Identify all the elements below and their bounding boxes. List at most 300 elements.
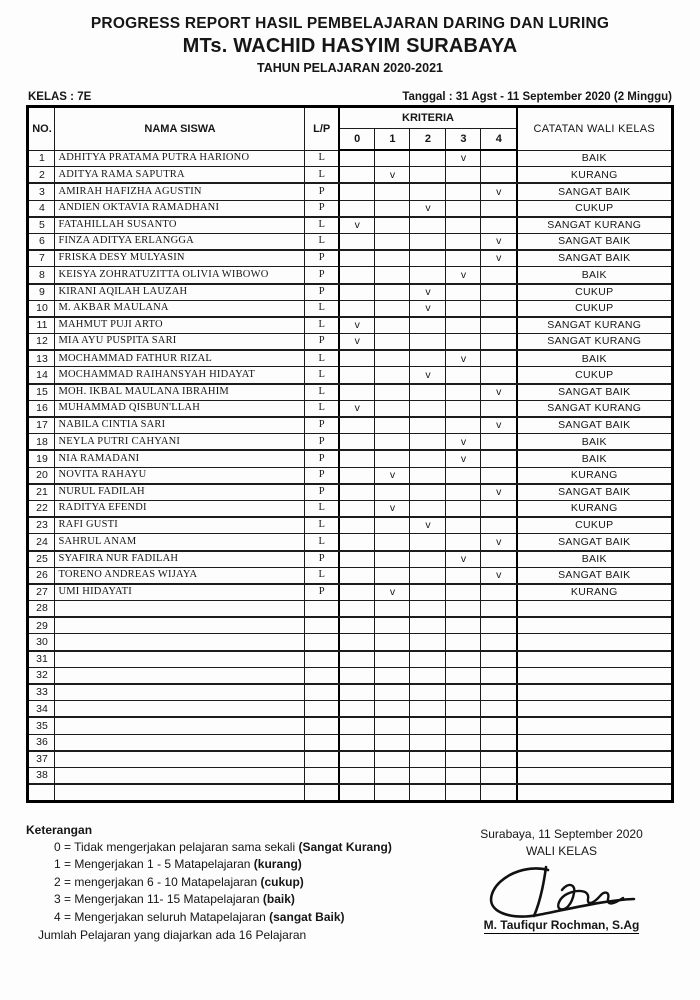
catatan-value: BAIK (517, 450, 672, 467)
kriteria-cell-0 (339, 567, 375, 584)
kriteria-cell-0 (339, 150, 375, 167)
kriteria-cell-4 (481, 767, 517, 784)
kriteria-cell-1 (375, 517, 410, 534)
table-row (28, 200, 672, 217)
gender-value: L (305, 300, 339, 317)
kriteria-cell-1 (375, 217, 410, 234)
kriteria-cell-4 (481, 317, 517, 334)
catatan-value: SANGAT BAIK (517, 250, 672, 267)
row-number: 4 (28, 200, 55, 217)
row-number: 27 (28, 584, 55, 601)
kriteria-cell-4: v (481, 250, 517, 267)
student-name: SAHRUL ANAM (55, 534, 305, 551)
gender-value (305, 784, 339, 802)
kriteria-cell-4 (481, 717, 517, 734)
student-name: ANDIEN OKTAVIA RAMADHANI (55, 200, 305, 217)
catatan-value: SANGAT BAIK (517, 417, 672, 434)
kriteria-cell-0 (339, 551, 375, 568)
kriteria-cell-1 (375, 601, 410, 618)
catatan-value (517, 617, 672, 634)
catatan-value: BAIK (517, 150, 672, 167)
kriteria-cell-0 (339, 517, 375, 534)
kriteria-cell-1 (375, 767, 410, 784)
kriteria-cell-3 (446, 484, 481, 501)
catatan-value (517, 784, 672, 802)
student-name: RADITYA EFENDI (55, 500, 305, 517)
student-name: KEISYA ZOHRATUZITTA OLIVIA WIBOWO (55, 267, 305, 284)
kriteria-cell-3 (446, 200, 481, 217)
kriteria-cell-1 (375, 350, 410, 367)
catatan-value (517, 751, 672, 768)
kriteria-cell-1 (375, 400, 410, 417)
kriteria-cell-2 (410, 617, 446, 634)
document-footer (26, 823, 674, 942)
gender-value: L (305, 233, 339, 250)
kriteria-cell-0 (339, 300, 375, 317)
kriteria-cell-0 (339, 617, 375, 634)
kriteria-cell-3 (446, 250, 481, 267)
keterangan-item-3: 3 = Mengerjakan 11- 15 Matapelajaran (baik) (54, 892, 295, 907)
row-number: 36 (28, 734, 55, 751)
table-row (28, 701, 672, 718)
row-number: 19 (28, 450, 55, 467)
kriteria-cell-0 (339, 267, 375, 284)
student-name: AMIRAH HAFIZHA AGUSTIN (55, 183, 305, 200)
kriteria-cell-1: v (375, 584, 410, 601)
gender-value (305, 634, 339, 651)
table-row (28, 517, 672, 534)
kriteria-cell-2 (410, 384, 446, 401)
kriteria-cell-3 (446, 534, 481, 551)
kriteria-cell-4 (481, 751, 517, 768)
kriteria-cell-2 (410, 667, 446, 684)
kriteria-cell-2 (410, 350, 446, 367)
kriteria-cell-4 (481, 500, 517, 517)
kriteria-cell-0 (339, 350, 375, 367)
row-number (28, 784, 55, 802)
kriteria-level-0: 0 (339, 129, 375, 151)
table-row (28, 217, 672, 234)
kriteria-cell-1 (375, 183, 410, 200)
kriteria-cell-4 (481, 400, 517, 417)
row-number: 29 (28, 617, 55, 634)
table-row (28, 500, 672, 517)
student-name: FINZA ADITYA ERLANGGA (55, 233, 305, 250)
kriteria-cell-1: v (375, 500, 410, 517)
col-header-no: NO. (28, 107, 55, 151)
kriteria-cell-4 (481, 350, 517, 367)
kriteria-cell-2 (410, 567, 446, 584)
row-number: 24 (28, 534, 55, 551)
student-name: NEYLA PUTRI CAHYANI (55, 434, 305, 451)
kriteria-cell-0 (339, 634, 375, 651)
kriteria-cell-4 (481, 334, 517, 351)
kriteria-cell-2: v (410, 367, 446, 384)
kriteria-cell-0 (339, 667, 375, 684)
catatan-value (517, 717, 672, 734)
kriteria-cell-3 (446, 651, 481, 668)
row-number: 38 (28, 767, 55, 784)
gender-value: P (305, 284, 339, 301)
row-number: 10 (28, 300, 55, 317)
row-number: 31 (28, 651, 55, 668)
catatan-value: SANGAT BAIK (517, 233, 672, 250)
kriteria-cell-2 (410, 717, 446, 734)
kriteria-cell-0 (339, 701, 375, 718)
kriteria-cell-3 (446, 500, 481, 517)
kriteria-cell-0 (339, 584, 375, 601)
kriteria-cell-4 (481, 267, 517, 284)
kriteria-cell-0 (339, 183, 375, 200)
kriteria-cell-0 (339, 450, 375, 467)
kriteria-cell-3 (446, 617, 481, 634)
kriteria-cell-0 (339, 484, 375, 501)
kriteria-cell-3 (446, 183, 481, 200)
catatan-value: BAIK (517, 350, 672, 367)
gender-value: P (305, 417, 339, 434)
table-row (28, 651, 672, 668)
student-name: KIRANI AQILAH LAUZAH (55, 284, 305, 301)
keterangan-items (26, 840, 392, 925)
kriteria-cell-1 (375, 684, 410, 701)
kriteria-cell-2: v (410, 284, 446, 301)
kriteria-cell-3 (446, 217, 481, 234)
kriteria-cell-1 (375, 384, 410, 401)
kriteria-cell-3 (446, 717, 481, 734)
kriteria-cell-0 (339, 467, 375, 484)
kriteria-cell-3 (446, 751, 481, 768)
row-number: 13 (28, 350, 55, 367)
catatan-value: BAIK (517, 551, 672, 568)
keterangan-item-2: 2 = mengerjakan 6 - 10 Matapelajaran (cukup) (54, 874, 304, 889)
table-row (28, 384, 672, 401)
gender-value: L (305, 150, 339, 167)
catatan-value (517, 684, 672, 701)
kriteria-cell-4: v (481, 484, 517, 501)
kriteria-cell-0 (339, 651, 375, 668)
gender-value: P (305, 584, 339, 601)
gender-value: P (305, 450, 339, 467)
row-number: 34 (28, 701, 55, 718)
kriteria-cell-2 (410, 267, 446, 284)
row-number: 16 (28, 400, 55, 417)
gender-value: P (305, 183, 339, 200)
gender-value: P (305, 267, 339, 284)
row-number: 22 (28, 500, 55, 517)
student-name: SYAFIRA NUR FADILAH (55, 551, 305, 568)
kriteria-cell-1 (375, 300, 410, 317)
student-name: FRISKA DESY MULYASIN (55, 250, 305, 267)
table-row (28, 551, 672, 568)
catatan-value: KURANG (517, 584, 672, 601)
kriteria-cell-1 (375, 651, 410, 668)
student-name (55, 717, 305, 734)
table-row (28, 300, 672, 317)
kriteria-cell-0 (339, 784, 375, 802)
kriteria-cell-0 (339, 284, 375, 301)
table-row (28, 717, 672, 734)
kriteria-cell-4 (481, 551, 517, 568)
catatan-value (517, 734, 672, 751)
gender-value: P (305, 484, 339, 501)
row-number: 26 (28, 567, 55, 584)
gender-value (305, 667, 339, 684)
kriteria-cell-0 (339, 751, 375, 768)
catatan-value: SANGAT BAIK (517, 183, 672, 200)
row-number: 1 (28, 150, 55, 167)
kriteria-cell-4 (481, 784, 517, 802)
kriteria-cell-2 (410, 167, 446, 184)
catatan-value: CUKUP (517, 300, 672, 317)
kriteria-cell-4 (481, 284, 517, 301)
catatan-value (517, 667, 672, 684)
signature-block (449, 823, 674, 942)
kriteria-cell-2 (410, 183, 446, 200)
catatan-value: BAIK (517, 267, 672, 284)
kriteria-cell-2 (410, 534, 446, 551)
kriteria-cell-1 (375, 567, 410, 584)
table-row (28, 250, 672, 267)
student-name: TORENO ANDREAS WIJAYA (55, 567, 305, 584)
kriteria-cell-1: v (375, 167, 410, 184)
catatan-value: SANGAT BAIK (517, 484, 672, 501)
student-name (55, 651, 305, 668)
kriteria-cell-3 (446, 567, 481, 584)
kriteria-cell-4 (481, 167, 517, 184)
kriteria-cell-3: v (446, 551, 481, 568)
student-name: ADHITYA PRATAMA PUTRA HARIONO (55, 150, 305, 167)
kriteria-cell-0 (339, 250, 375, 267)
kriteria-cell-2 (410, 500, 446, 517)
gender-value: L (305, 567, 339, 584)
kriteria-cell-3 (446, 467, 481, 484)
row-number: 17 (28, 417, 55, 434)
student-name: M. AKBAR MAULANA (55, 300, 305, 317)
row-number: 33 (28, 684, 55, 701)
gender-value (305, 767, 339, 784)
kriteria-cell-1 (375, 734, 410, 751)
kriteria-cell-0: v (339, 217, 375, 234)
kriteria-cell-3 (446, 284, 481, 301)
student-name: NURUL FADILAH (55, 484, 305, 501)
kriteria-cell-1 (375, 450, 410, 467)
school-name: MTs. WACHID HASYIM SURABAYA (182, 35, 518, 57)
kriteria-cell-0: v (339, 400, 375, 417)
kriteria-cell-3 (446, 601, 481, 618)
jumlah-note: Jumlah Pelajaran yang diajarkan ada 16 Pelajaran (38, 927, 307, 942)
kriteria-cell-3 (446, 734, 481, 751)
kriteria-cell-1 (375, 434, 410, 451)
gender-value: P (305, 434, 339, 451)
kriteria-cell-1 (375, 417, 410, 434)
table-row (28, 667, 672, 684)
kriteria-cell-4: v (481, 233, 517, 250)
student-name: MIA AYU PUSPITA SARI (55, 334, 305, 351)
kriteria-cell-2 (410, 233, 446, 250)
kriteria-cell-2 (410, 250, 446, 267)
kriteria-cell-3 (446, 167, 481, 184)
table-row (28, 233, 672, 250)
kriteria-cell-4 (481, 300, 517, 317)
gender-value: L (305, 400, 339, 417)
kriteria-cell-3: v (446, 434, 481, 451)
table-row (28, 167, 672, 184)
kriteria-cell-2 (410, 317, 446, 334)
gender-value: P (305, 551, 339, 568)
gender-value: L (305, 167, 339, 184)
table-row (28, 567, 672, 584)
catatan-value (517, 651, 672, 668)
table-row (28, 334, 672, 351)
kriteria-cell-4 (481, 150, 517, 167)
student-name: UMI HIDAYATI (55, 584, 305, 601)
gender-value: L (305, 350, 339, 367)
kriteria-cell-0 (339, 601, 375, 618)
kriteria-cell-0: v (339, 317, 375, 334)
gender-value: L (305, 317, 339, 334)
kriteria-cell-1 (375, 317, 410, 334)
kriteria-cell-4: v (481, 183, 517, 200)
catatan-value: SANGAT BAIK (517, 534, 672, 551)
kriteria-level-2: 2 (410, 129, 446, 151)
gender-value: P (305, 250, 339, 267)
row-number: 21 (28, 484, 55, 501)
catatan-value: SANGAT BAIK (517, 384, 672, 401)
kriteria-cell-1 (375, 367, 410, 384)
kriteria-cell-3 (446, 784, 481, 802)
student-name (55, 617, 305, 634)
table-row (28, 367, 672, 384)
kriteria-level-1: 1 (375, 129, 410, 151)
kriteria-cell-2 (410, 150, 446, 167)
catatan-value (517, 767, 672, 784)
table-row (28, 267, 672, 284)
student-name: MAHMUT PUJI ARTO (55, 317, 305, 334)
kriteria-cell-3 (446, 300, 481, 317)
student-name: NIA RAMADANI (55, 450, 305, 467)
table-row (28, 751, 672, 768)
catatan-value: CUKUP (517, 284, 672, 301)
class-label: KELAS : 7E (28, 91, 92, 103)
kriteria-cell-0 (339, 167, 375, 184)
date-range-label: Tanggal : 31 Agst - 11 September 2020 (2 Minggu) (402, 91, 672, 103)
kriteria-cell-3 (446, 384, 481, 401)
kriteria-cell-1 (375, 617, 410, 634)
kriteria-cell-1 (375, 551, 410, 568)
row-number: 25 (28, 551, 55, 568)
gender-value (305, 601, 339, 618)
kriteria-cell-2: v (410, 517, 446, 534)
kriteria-cell-1 (375, 233, 410, 250)
kriteria-cell-0 (339, 233, 375, 250)
kriteria-cell-1 (375, 534, 410, 551)
kriteria-cell-3 (446, 584, 481, 601)
keterangan-item-4: 4 = Mengerjakan seluruh Matapelajaran (sangat Baik) (54, 909, 345, 924)
catatan-value: CUKUP (517, 200, 672, 217)
row-number: 15 (28, 384, 55, 401)
kriteria-level-4: 4 (481, 129, 517, 151)
catatan-value: CUKUP (517, 367, 672, 384)
kriteria-cell-2 (410, 400, 446, 417)
catatan-value (517, 701, 672, 718)
kriteria-cell-1 (375, 334, 410, 351)
kriteria-cell-1: v (375, 467, 410, 484)
gender-value: L (305, 500, 339, 517)
gender-value: L (305, 534, 339, 551)
row-number: 11 (28, 317, 55, 334)
keterangan-section (26, 823, 392, 942)
student-name (55, 684, 305, 701)
kriteria-cell-3 (446, 684, 481, 701)
table-row (28, 634, 672, 651)
table-row (28, 284, 672, 301)
student-name: ADITYA RAMA SAPUTRA (55, 167, 305, 184)
handwritten-signature-icon (482, 860, 642, 922)
kriteria-cell-0 (339, 434, 375, 451)
table-row (28, 150, 672, 167)
table-row (28, 400, 672, 417)
gender-value: L (305, 367, 339, 384)
row-number: 23 (28, 517, 55, 534)
catatan-value: KURANG (517, 167, 672, 184)
kriteria-cell-2 (410, 334, 446, 351)
kriteria-cell-4 (481, 651, 517, 668)
row-number: 6 (28, 233, 55, 250)
catatan-value: SANGAT KURANG (517, 400, 672, 417)
student-name (55, 767, 305, 784)
gender-value (305, 751, 339, 768)
col-header-nama: NAMA SISWA (55, 107, 305, 151)
row-number: 8 (28, 267, 55, 284)
catatan-value (517, 634, 672, 651)
kriteria-cell-4 (481, 584, 517, 601)
catatan-value: CUKUP (517, 517, 672, 534)
kriteria-level-3: 3 (446, 129, 481, 151)
kriteria-cell-0: v (339, 334, 375, 351)
kriteria-cell-2 (410, 701, 446, 718)
table-row (28, 617, 672, 634)
kriteria-cell-4 (481, 517, 517, 534)
kriteria-cell-4 (481, 701, 517, 718)
table-row (28, 584, 672, 601)
gender-value: P (305, 200, 339, 217)
kriteria-cell-1 (375, 751, 410, 768)
catatan-value: KURANG (517, 500, 672, 517)
row-number: 3 (28, 183, 55, 200)
row-number: 30 (28, 634, 55, 651)
table-row (28, 734, 672, 751)
kriteria-cell-3 (446, 400, 481, 417)
row-number: 32 (28, 667, 55, 684)
col-header-kriteria: KRITERIA (339, 107, 517, 129)
row-number: 18 (28, 434, 55, 451)
gender-value (305, 734, 339, 751)
table-row (28, 183, 672, 200)
catatan-value: SANGAT KURANG (517, 334, 672, 351)
kriteria-cell-0 (339, 500, 375, 517)
kriteria-cell-4 (481, 217, 517, 234)
kriteria-cell-4 (481, 467, 517, 484)
gender-value: L (305, 217, 339, 234)
keterangan-item-1: 1 = Mengerjakan 1 - 5 Matapelajaran (kurang) (54, 857, 302, 872)
kriteria-cell-1 (375, 717, 410, 734)
student-name (55, 751, 305, 768)
kriteria-cell-2 (410, 434, 446, 451)
kriteria-cell-2 (410, 601, 446, 618)
kriteria-cell-2 (410, 217, 446, 234)
student-name: MOCHAMMAD RAIHANSYAH HIDAYAT (55, 367, 305, 384)
table-row (28, 317, 672, 334)
